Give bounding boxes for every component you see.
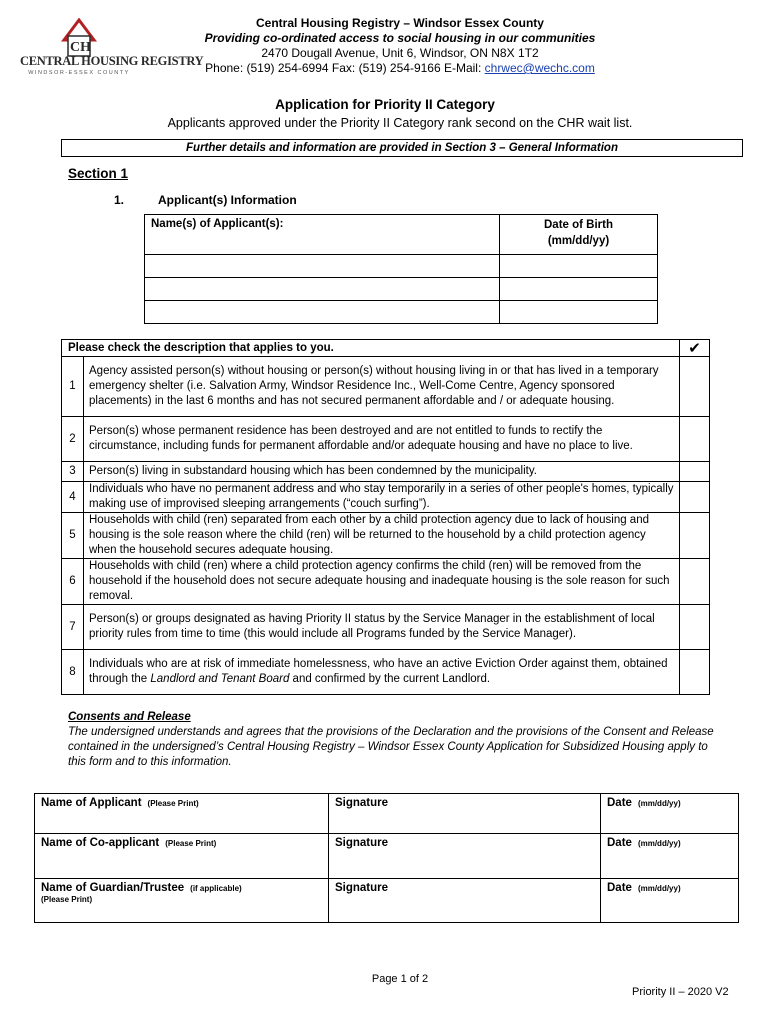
form-subtitle: Applicants approved under the Priority II Category rank second on the CHR wait list. [167, 116, 633, 130]
date-label: Date [607, 882, 632, 894]
table-row [62, 357, 710, 417]
further-details-box: Further details and information are provided in Section 3 – General Information [61, 139, 743, 157]
coapplicant-print-note: (Please Print) [165, 839, 217, 848]
email-link[interactable]: chrwec@wechc.com [484, 61, 595, 75]
table-row [62, 650, 710, 695]
applicant-signature-cell[interactable] [329, 794, 601, 834]
guardian-date-cell[interactable] [601, 879, 739, 923]
priority-checkbox[interactable] [680, 513, 710, 559]
org-slogan: Providing co-ordinated access to social housing in our communities [204, 31, 596, 45]
guardian-print-note: (Please Print) [41, 895, 93, 904]
applicant-name-field[interactable] [145, 255, 500, 278]
applicant-name-field[interactable] [145, 301, 500, 324]
coapplicant-signature-cell[interactable] [329, 834, 601, 879]
priority-checkbox[interactable] [680, 417, 710, 462]
house-logo-icon [20, 18, 138, 58]
table-row [62, 482, 710, 513]
check-mark-icon: ✔ [680, 340, 710, 357]
page-number: Page 1 of 2 [371, 973, 429, 985]
names-header: Name(s) of Applicant(s): [145, 215, 500, 255]
svg-text:CH: CH [70, 40, 91, 55]
signature-label: Signature [335, 882, 389, 894]
signature-label: Signature [335, 837, 389, 849]
dob-label: Date of Birth [544, 219, 613, 231]
applicant-table [144, 214, 658, 324]
date-format: (mm/dd/yy) [637, 839, 681, 848]
item-heading: Applicant(s) Information [158, 193, 297, 207]
priority-checkbox[interactable] [680, 462, 710, 482]
priority-checkbox[interactable] [680, 650, 710, 695]
row-number: 7 [62, 605, 84, 650]
org-contact [140, 61, 660, 76]
guardian-name-label: Name of Guardian/Trustee [41, 882, 185, 894]
row-description: Individuals who have no permanent address and who stay temporarily in a series of other people's homes, typically making use of improvised sleeping arrangements (“couch surfing”). [84, 482, 680, 513]
row-description [84, 650, 680, 695]
date-format: (mm/dd/yy) [637, 884, 681, 893]
applicant-dob-field[interactable] [500, 301, 658, 324]
coapplicant-name-label: Name of Co-applicant [41, 837, 160, 849]
signature-table [34, 793, 739, 923]
org-title: Central Housing Registry – Windsor Essex County [256, 16, 544, 30]
phone-fax-text: Phone: (519) 254-6994 Fax: (519) 254-9166 E-Mail: [205, 61, 485, 75]
row-description: Person(s) or groups designated as having Priority II status by the Service Manager in the establishment of local priority rules from time to time (this would include all Programs funded by the Service Manager). [84, 605, 680, 650]
row-text-start: Individuals who are at risk of immediate homelessness, who have an active Eviction Order against them, obtained through the [89, 658, 668, 685]
table-row [62, 462, 710, 482]
consent-text: The undersigned understands and agrees that the provisions of the Declaration and the provisions of the Consent and Release contained in the undersigned’s Central Housing Registry – Windsor Essex County Application for Subsidized Housing apply to this form and to this information. [68, 726, 714, 768]
date-label: Date [607, 837, 632, 849]
priority-table [61, 339, 710, 695]
row-number: 4 [62, 482, 84, 513]
logo-text: CENTRAL HOUSING REGISTRY [20, 54, 204, 68]
row-number: 6 [62, 559, 84, 605]
row-number: 8 [62, 650, 84, 695]
signature-label: Signature [335, 797, 389, 809]
consent-heading: Consents and Release [68, 711, 191, 723]
row-description: Person(s) living in substandard housing which has been condemned by the municipality. [84, 462, 680, 482]
applicant-dob-field[interactable] [500, 255, 658, 278]
coapplicant-name-cell[interactable] [35, 834, 329, 879]
table-row [62, 559, 710, 605]
applicant-print-note: (Please Print) [147, 799, 199, 808]
applicant-name-cell[interactable] [35, 794, 329, 834]
applicant-dob-field[interactable] [500, 278, 658, 301]
row-text-end: and confirmed by the current Landlord. [289, 673, 491, 685]
org-address: 2470 Dougall Avenue, Unit 6, Windsor, ON N8X 1T2 [261, 46, 539, 60]
guardian-name-cell[interactable] [35, 879, 329, 923]
table-row [62, 605, 710, 650]
form-title: Application for Priority II Category [275, 97, 495, 112]
row-description: Person(s) whose permanent residence has been destroyed and are not entitled to funds to rectify the circumstance, including funds for permanent affordable and/or adequate housing and have no place to live. [84, 417, 680, 462]
logo-subtext: WINDSOR-ESSEX COUNTY [28, 70, 130, 76]
row-description: Households with child (ren) where a child protection agency confirms the child (ren) will be removed from the household if the household does not secure adequate housing and inadequate housing is the sole reason for such removal. [84, 559, 680, 605]
row-number: 3 [62, 462, 84, 482]
table-row [62, 513, 710, 559]
table-row [62, 417, 710, 462]
coapplicant-date-cell[interactable] [601, 834, 739, 879]
priority-header: Please check the description that applies to you. [62, 340, 680, 357]
guardian-applicable-note: (if applicable) [190, 884, 242, 893]
date-format: (mm/dd/yy) [637, 799, 681, 808]
row-number: 5 [62, 513, 84, 559]
row-description: Households with child (ren) separated from each other by a child protection agency due to lack of housing and housing is the sole reason where the child (ren) will be returned to the household by a child protection agency when the household secures adequate housing. [84, 513, 680, 559]
priority-checkbox[interactable] [680, 357, 710, 417]
row-number: 1 [62, 357, 84, 417]
date-label: Date [607, 797, 632, 809]
priority-checkbox[interactable] [680, 559, 710, 605]
row-description: Agency assisted person(s) without housing or person(s) without housing living in or that has lived in a temporary emergency shelter (i.e. Salvation Army, Windsor Residence Inc., Well-Come Centre, Agency sponsored placements) in the last 6 months and has not secured permanent affordable and / or adequate housing. [84, 357, 680, 417]
priority-checkbox[interactable] [680, 482, 710, 513]
applicant-name-label: Name of Applicant [41, 797, 142, 809]
section-title: Section 1 [68, 166, 129, 181]
item-number: 1. [114, 193, 125, 207]
applicant-name-field[interactable] [145, 278, 500, 301]
applicant-date-cell[interactable] [601, 794, 739, 834]
priority-checkbox[interactable] [680, 605, 710, 650]
row-text-italic: Landlord and Tenant Board [150, 673, 290, 685]
dob-header [500, 215, 658, 255]
row-number: 2 [62, 417, 84, 462]
form-version: Priority II – 2020 V2 [632, 986, 729, 998]
dob-format: (mm/dd/yy) [547, 235, 610, 247]
guardian-signature-cell[interactable] [329, 879, 601, 923]
